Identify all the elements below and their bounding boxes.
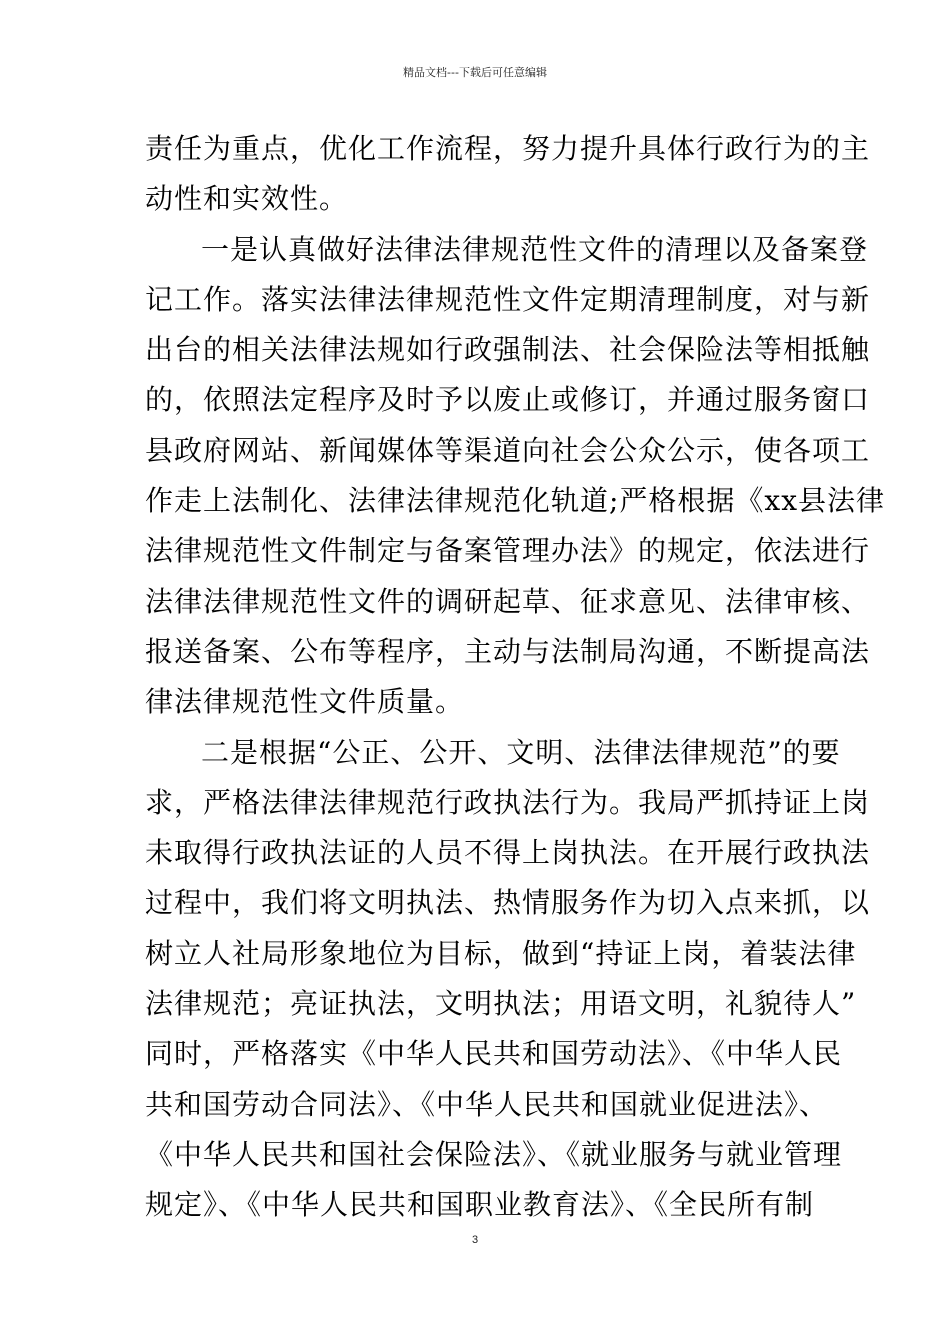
text-line: 的，依照法定程序及时予以废止或修订，并通过服务窗口 bbox=[145, 383, 871, 417]
paragraph-start-line: 一是认真做好法律法律规范性文件的清理以及备案登 bbox=[201, 232, 869, 266]
text-line: 出台的相关法律法规如行政强制法、社会保险法等相抵触 bbox=[145, 333, 871, 367]
text-line: 《中华人民共和国社会保险法》、《就业服务与就业管理 bbox=[145, 1137, 843, 1171]
text-line: 法律规范性文件制定与备案管理办法》的规定，依法进行 bbox=[145, 534, 871, 568]
text-line: 未取得行政执法证的人员不得上岗执法。在开展行政执法 bbox=[145, 836, 871, 870]
text-line: 求，严格法律法律规范行政执法行为。我局严抓持证上岗 bbox=[145, 785, 871, 819]
text-line: 责任为重点，优化工作流程，努力提升具体行政行为的主 bbox=[145, 132, 871, 165]
text-line: 同时，严格落实《中华人民共和国劳动法》、《中华人民 bbox=[145, 1037, 843, 1071]
page-number: 3 bbox=[471, 1234, 479, 1246]
text-line: 树立人社局形象地位为目标，做到“持证上岗，着装法律 bbox=[145, 936, 857, 970]
text-line: 作走上法制化、法律法律规范化轨道;严格根据《xx县法律 bbox=[145, 484, 886, 518]
paragraph-start-line: 二是根据“公正、公开、文明、法律法律规范”的要 bbox=[201, 735, 841, 769]
text-line: 共和国劳动合同法》、《中华人民共和国就业促进法》、 bbox=[145, 1087, 829, 1121]
text-line: 县政府网站、新闻媒体等渠道向社会公众公示，使各项工 bbox=[145, 433, 871, 467]
text-line: 动性和实效性。 bbox=[145, 182, 349, 216]
text-line: 法律规范；亮证执法，文明执法；用语文明，礼貌待人” bbox=[145, 987, 857, 1021]
text-line: 法律法律规范性文件的调研起草、征求意见、法律审核、 bbox=[145, 584, 871, 618]
text-line: 律法律规范性文件质量。 bbox=[145, 685, 465, 719]
text-line: 报送备案、公布等程序，主动与法制局沟通，不断提高法 bbox=[145, 634, 871, 668]
page-header: 精品文档---下载后可任意编辑 bbox=[403, 66, 547, 79]
document-body bbox=[145, 124, 886, 1231]
text-line: 过程中，我们将文明执法、热情服务作为切入点来抓，以 bbox=[145, 886, 871, 920]
text-line: 规定》、《中华人民共和国职业教育法》、《全民所有制 bbox=[145, 1188, 815, 1222]
text-line: 记工作。落实法律法律规范性文件定期清理制度，对与新 bbox=[145, 282, 871, 316]
